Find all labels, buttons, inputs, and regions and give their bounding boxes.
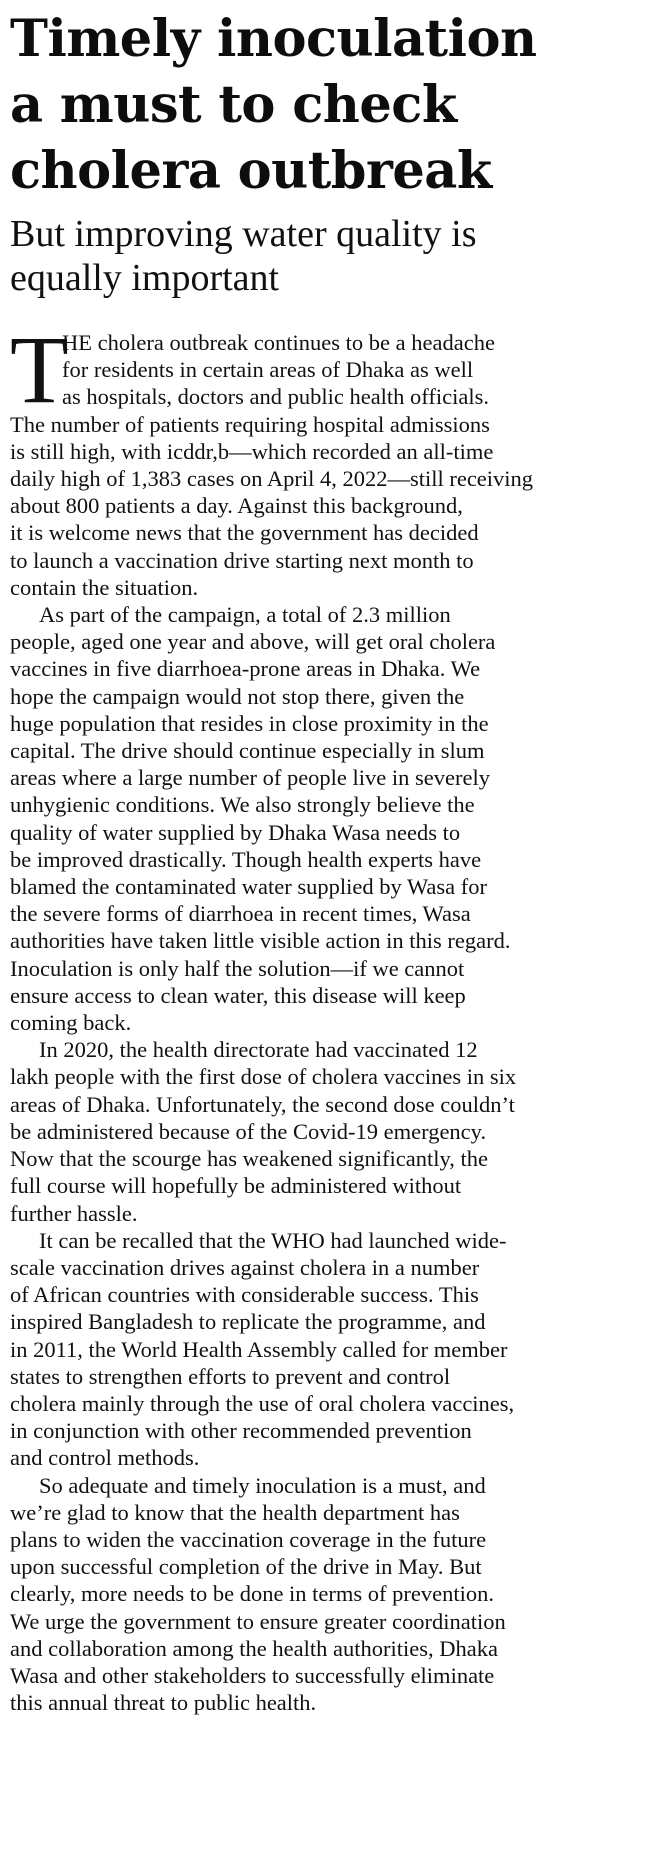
headline-line: cholera outbreak	[10, 141, 492, 201]
paragraph-line: it is welcome news that the government has decided	[10, 520, 479, 546]
paragraph-intro	[10, 316, 640, 601]
headline-line: Timely inoculation	[10, 9, 537, 69]
paragraph-line: Wasa and other stakeholders to successfully eliminate	[10, 1662, 495, 1688]
paragraph-line: In 2020, the health directorate had vaccinated 12	[39, 1037, 478, 1063]
paragraph-line: as hospitals, doctors and public health officials.	[62, 384, 489, 410]
paragraph-conclusion	[10, 1472, 640, 1717]
paragraph-line: we’re glad to know that the health department has	[10, 1499, 460, 1525]
paragraph-line: areas of Dhaka. Unfortunately, the second dose couldn’t	[10, 1091, 515, 1117]
headline-line: a must to check	[10, 75, 457, 135]
paragraph-line: further hassle.	[10, 1200, 138, 1226]
paragraph-line: be administered because of the Covid-19 emergency.	[10, 1118, 487, 1144]
paragraph-2020-vaccination	[10, 1036, 640, 1226]
paragraph-line: It can be recalled that the WHO had launched wide-	[39, 1227, 507, 1253]
paragraph-line: for residents in certain areas of Dhaka as well	[62, 357, 474, 383]
paragraph-line: clearly, more needs to be done in terms of prevention.	[10, 1581, 495, 1607]
headline	[10, 6, 640, 204]
paragraph-line: Now that the scourge has weakened significantly, the	[10, 1146, 488, 1172]
paragraph-line: about 800 patients a day. Against this background,	[10, 493, 463, 519]
paragraph-line: cholera mainly through the use of oral cholera vaccines,	[10, 1390, 515, 1416]
subheadline	[10, 212, 640, 300]
paragraph-line: ensure access to clean water, this disease will keep	[10, 982, 466, 1008]
paragraph-line: blamed the contaminated water supplied by Wasa for	[10, 874, 487, 900]
paragraph-line: We urge the government to ensure greater coordination	[10, 1608, 506, 1634]
paragraph-line: and collaboration among the health authorities, Dhaka	[10, 1635, 498, 1661]
drop-cap: T	[10, 316, 69, 423]
paragraph-line: states to strengthen efforts to prevent and control	[10, 1363, 451, 1389]
paragraph-line: As part of the campaign, a total of 2.3 million	[39, 602, 451, 628]
paragraph-line: unhygienic conditions. We also strongly believe the	[10, 792, 475, 818]
paragraph-line: in 2011, the World Health Assembly called for member	[10, 1336, 508, 1362]
paragraph-line: the severe forms of diarrhoea in recent times, Wasa	[10, 901, 471, 927]
paragraph-line: in conjunction with other recommended prevention	[10, 1418, 472, 1444]
paragraph-line: to launch a vaccination drive starting next month to	[10, 547, 474, 573]
subheadline-line: But improving water quality is	[10, 213, 477, 255]
article-body	[10, 316, 640, 1716]
subheadline-line: equally important	[10, 257, 280, 299]
paragraph-line: capital. The drive should continue especially in slum	[10, 738, 485, 764]
paragraph-line: daily high of 1,383 cases on April 4, 2022—still receiving	[10, 466, 534, 492]
paragraph-line: people, aged one year and above, will get oral cholera	[10, 629, 496, 655]
paragraph-line: The number of patients requiring hospital admissions	[10, 411, 490, 437]
paragraph-line: be improved drastically. Though health experts have	[10, 846, 482, 872]
paragraph-line: lakh people with the first dose of cholera vaccines in six	[10, 1064, 517, 1090]
paragraph-line: this annual threat to public health.	[10, 1690, 317, 1716]
paragraph-line: plans to widen the vaccination coverage in the future	[10, 1526, 487, 1552]
paragraph-who-drives	[10, 1227, 640, 1472]
paragraph-line: scale vaccination drives against cholera in a number	[10, 1254, 480, 1280]
paragraph-line: hope the campaign would not stop there, given the	[10, 683, 465, 709]
paragraph-line: So adequate and timely inoculation is a must, and	[39, 1472, 486, 1498]
paragraph-line: inspired Bangladesh to replicate the programme, and	[10, 1309, 486, 1335]
paragraph-line: HE cholera outbreak continues to be a headache	[62, 330, 495, 355]
paragraph-campaign	[10, 601, 640, 1036]
paragraph-line: areas where a large number of people live in severely	[10, 765, 490, 791]
paragraph-line: huge population that resides in close proximity in the	[10, 710, 489, 736]
paragraph-line: of African countries with considerable success. This	[10, 1282, 479, 1308]
paragraph-line: authorities have taken little visible action in this regard.	[10, 928, 511, 954]
paragraph-line: is still high, with icddr,b—which recorded an all-time	[10, 438, 494, 464]
paragraph-line: vaccines in five diarrhoea-prone areas in Dhaka. We	[10, 656, 481, 682]
paragraph-line: contain the situation.	[10, 574, 199, 600]
paragraph-line: quality of water supplied by Dhaka Wasa needs to	[10, 819, 461, 845]
paragraph-line: Inoculation is only half the solution—if we cannot	[10, 955, 465, 981]
editorial-article	[10, 6, 640, 1716]
paragraph-line: full course will hopefully be administered without	[10, 1173, 462, 1199]
paragraph-line: coming back.	[10, 1010, 132, 1036]
paragraph-line: upon successful completion of the drive in May. But	[10, 1554, 482, 1580]
paragraph-line: and control methods.	[10, 1445, 200, 1471]
